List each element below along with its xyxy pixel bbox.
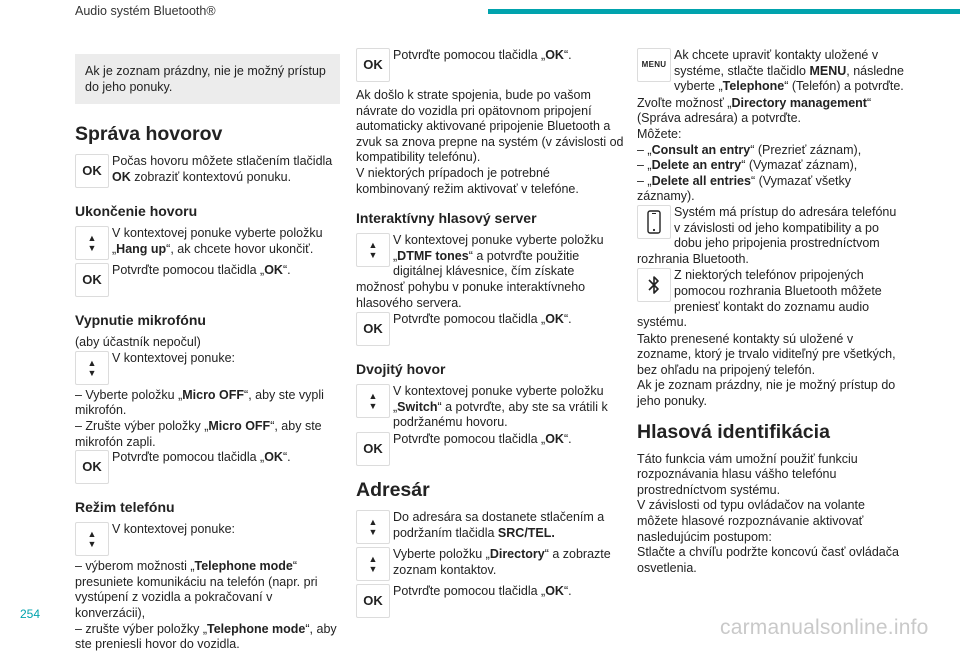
watermark: carmanualsonline.info [720, 616, 929, 639]
column-1 [75, 48, 340, 653]
heading-voice-identification: Hlasová identifikácia [637, 420, 830, 443]
arrows-icon: ▲ ▼ [356, 233, 390, 267]
heading-double-call: Dvojitý hovor [356, 361, 446, 378]
combo-mode-text: V niektorých prípadoch je potrebné kombinovaný režim aktivovať v telefóne. [356, 165, 579, 196]
arrows-icon: ▲ ▼ [75, 522, 109, 556]
mic-context-row [75, 351, 340, 387]
ok-button-icon: OK [356, 584, 390, 618]
phone-mode-confirm-row [356, 48, 624, 84]
directory-row-2 [356, 547, 624, 583]
confirm-text: Potvrďte pomocou tlačidla „OK“. [393, 48, 572, 62]
heading-phone-mode: Režim telefónu [75, 499, 175, 516]
page-number: 254 [20, 607, 41, 621]
ivr-text: V kontextovej ponuke vyberte položku „DTMF tones“ a potvrďte použitie digitálnej klávesnice, čím získate možnosť pohybu v ponuke interaktívneho hlasového servera. [356, 233, 604, 310]
mic-option-2: – Zrušte výber položky „Micro OFF“, aby ste mikrofón zapli. [75, 418, 322, 449]
bluetooth-icon [637, 268, 671, 302]
menu-text: Ak chcete upraviť kontakty uložené v systéme, stlačte tlačidlo MENU, následne vyberte „Telephone“ (Telefón) a potvrďte. [674, 48, 904, 94]
end-call-row [75, 226, 340, 262]
ivr-row [356, 233, 624, 311]
options-intro: Môžete: [637, 126, 682, 141]
note-text: Ak je zoznam prázdny, nie je možný prístup do jeho ponuky. [85, 64, 326, 94]
header-accent-bar [488, 9, 960, 14]
arrows-icon: ▲ ▼ [356, 510, 390, 544]
directory-confirm-row [356, 584, 624, 620]
end-call-confirm-row [75, 263, 340, 299]
confirm-text: Potvrďte pomocou tlačidla „OK“. [393, 583, 572, 598]
ok-button-icon: OK [356, 48, 390, 82]
mic-option-1: – Vyberte položku „Micro OFF“, aby ste vypli mikrofón. [75, 387, 324, 418]
phone-context-text: V kontextovej ponuke: [112, 522, 235, 537]
phone-context-row [75, 522, 340, 558]
option-consult: – „Consult an entry“ (Prezrieť záznam), [637, 142, 862, 157]
menu-row [637, 48, 905, 95]
phone-access-text: Systém má prístup do adresára telefónu v závislosti od jeho kompatibility a po dobu jeho pripojenia prostredníctvom rozhrania Bluetooth. [637, 204, 897, 266]
confirm-text: Potvrďte pomocou tlačidla „OK“. [112, 450, 291, 465]
voice-text-2: V závislosti od typu ovládačov na volante môžete hlasové rozpoznávanie aktivovať nasledujúcim postupom: [637, 498, 865, 544]
arrows-icon: ▲ ▼ [356, 384, 390, 418]
heading-directory: Adresár [356, 478, 430, 501]
arrows-icon: ▲ ▼ [75, 226, 109, 260]
directory-management-text: Zvoľte možnosť „Directory management“ (Správa adresára) a potvrďte. [637, 95, 872, 126]
directory-text-2: Vyberte položku „Directory“ a zobrazte zoznam kontaktov. [393, 546, 611, 577]
note-box [75, 54, 340, 104]
phone-access-row [637, 205, 905, 267]
directory-text-1: Do adresára sa dostanete stlačením a podržaním tlačidla SRC/TEL. [393, 509, 605, 540]
bluetooth-text: Z niektorých telefónov pripojených pomocou rozhrania Bluetooth môžete preniesť kontakt do zoznamu audio systému. [637, 268, 882, 330]
arrows-icon: ▲ ▼ [356, 547, 390, 581]
confirm-text: Potvrďte pomocou tlačidla „OK“. [112, 263, 291, 278]
column-3 [637, 48, 905, 576]
option-delete-all: – „Delete all entries“ (Vymazať všetky záznamy). [637, 173, 852, 204]
page-header-title: Audio systém Bluetooth® [75, 4, 216, 18]
column-2 [356, 48, 624, 621]
stored-contacts-text: Takto prenesené kontakty sú uložené v zozname, ktorý je trvalo viditeľný pre všetkých, bez ohľadu na pripojený telefón. [637, 331, 896, 377]
directory-row-1 [356, 510, 624, 546]
call-management-text: Počas hovoru môžete stlačením tlačidla OK zobraziť kontextovú ponuku. [112, 154, 333, 184]
phone-option-1: – výberom možnosti „Telephone mode“ presuniete komunikáciu na telefón (napr. pri vystúpení z vozidla a pokračovaní v konverzácii), [75, 559, 318, 620]
option-delete: – „Delete an entry“ (Vymazať záznam), [637, 158, 858, 173]
ok-button-icon: OK [75, 450, 109, 484]
heading-interactive-voice-server: Interaktívny hlasový server [356, 210, 537, 227]
double-call-row [356, 384, 624, 431]
bluetooth-row [637, 268, 905, 330]
arrows-icon: ▲ ▼ [75, 351, 109, 385]
voice-text-1: Táto funkcia vám umožní použiť funkciu rozpoznávania hlasu vášho telefónu prostredníctvom systému. [637, 451, 858, 497]
double-call-confirm-row [356, 432, 624, 468]
menu-button-icon: MENU [637, 48, 671, 82]
ivr-confirm-row [356, 312, 624, 348]
mic-context-text: V kontextovej ponuke: [112, 350, 235, 365]
heading-mute-microphone: Vypnutie mikrofónu [75, 312, 206, 329]
empty-list-text: Ak je zoznam prázdny, nie je možný prístup do jeho ponuky. [637, 378, 896, 409]
confirm-text: Potvrďte pomocou tlačidla „OK“. [393, 312, 572, 327]
ok-button-icon: OK [356, 432, 390, 466]
mic-confirm-row [75, 450, 340, 486]
mic-subtitle: (aby účastník nepočul) [75, 335, 201, 350]
ok-button-icon: OK [75, 263, 109, 297]
double-call-text: V kontextovej ponuke vyberte položku „Switch“ a potvrďte, aby ste sa vrátili k podržanému hovoru. [393, 384, 608, 430]
ok-button-icon: OK [75, 154, 109, 188]
call-management-row [75, 154, 340, 190]
reconnect-text: Ak došlo k strate spojenia, bude po vašom návrate do vozidla pri opätovnom pripojení automaticky aktivované pripojenie Bluetooth a zvuk sa znova prepne na systém (v závislosti od kompatibility telefónu). [356, 88, 624, 165]
heading-end-call: Ukončenie hovoru [75, 203, 198, 220]
heading-call-management: Správa hovorov [75, 123, 223, 146]
phone-option-2: – zrušte výber položky „Telephone mode“, aby ste preniesli hovor do vozidla. [75, 621, 337, 652]
smartphone-icon [637, 205, 671, 239]
confirm-text: Potvrďte pomocou tlačidla „OK“. [393, 431, 572, 446]
ok-button-icon: OK [356, 312, 390, 346]
end-call-text: V kontextovej ponuke vyberte položku „Hang up“, ak chcete hovor ukončiť. [112, 226, 323, 256]
voice-text-3: Stlačte a chvíľu podržte koncovú časť ovládača osvetlenia. [637, 545, 899, 575]
